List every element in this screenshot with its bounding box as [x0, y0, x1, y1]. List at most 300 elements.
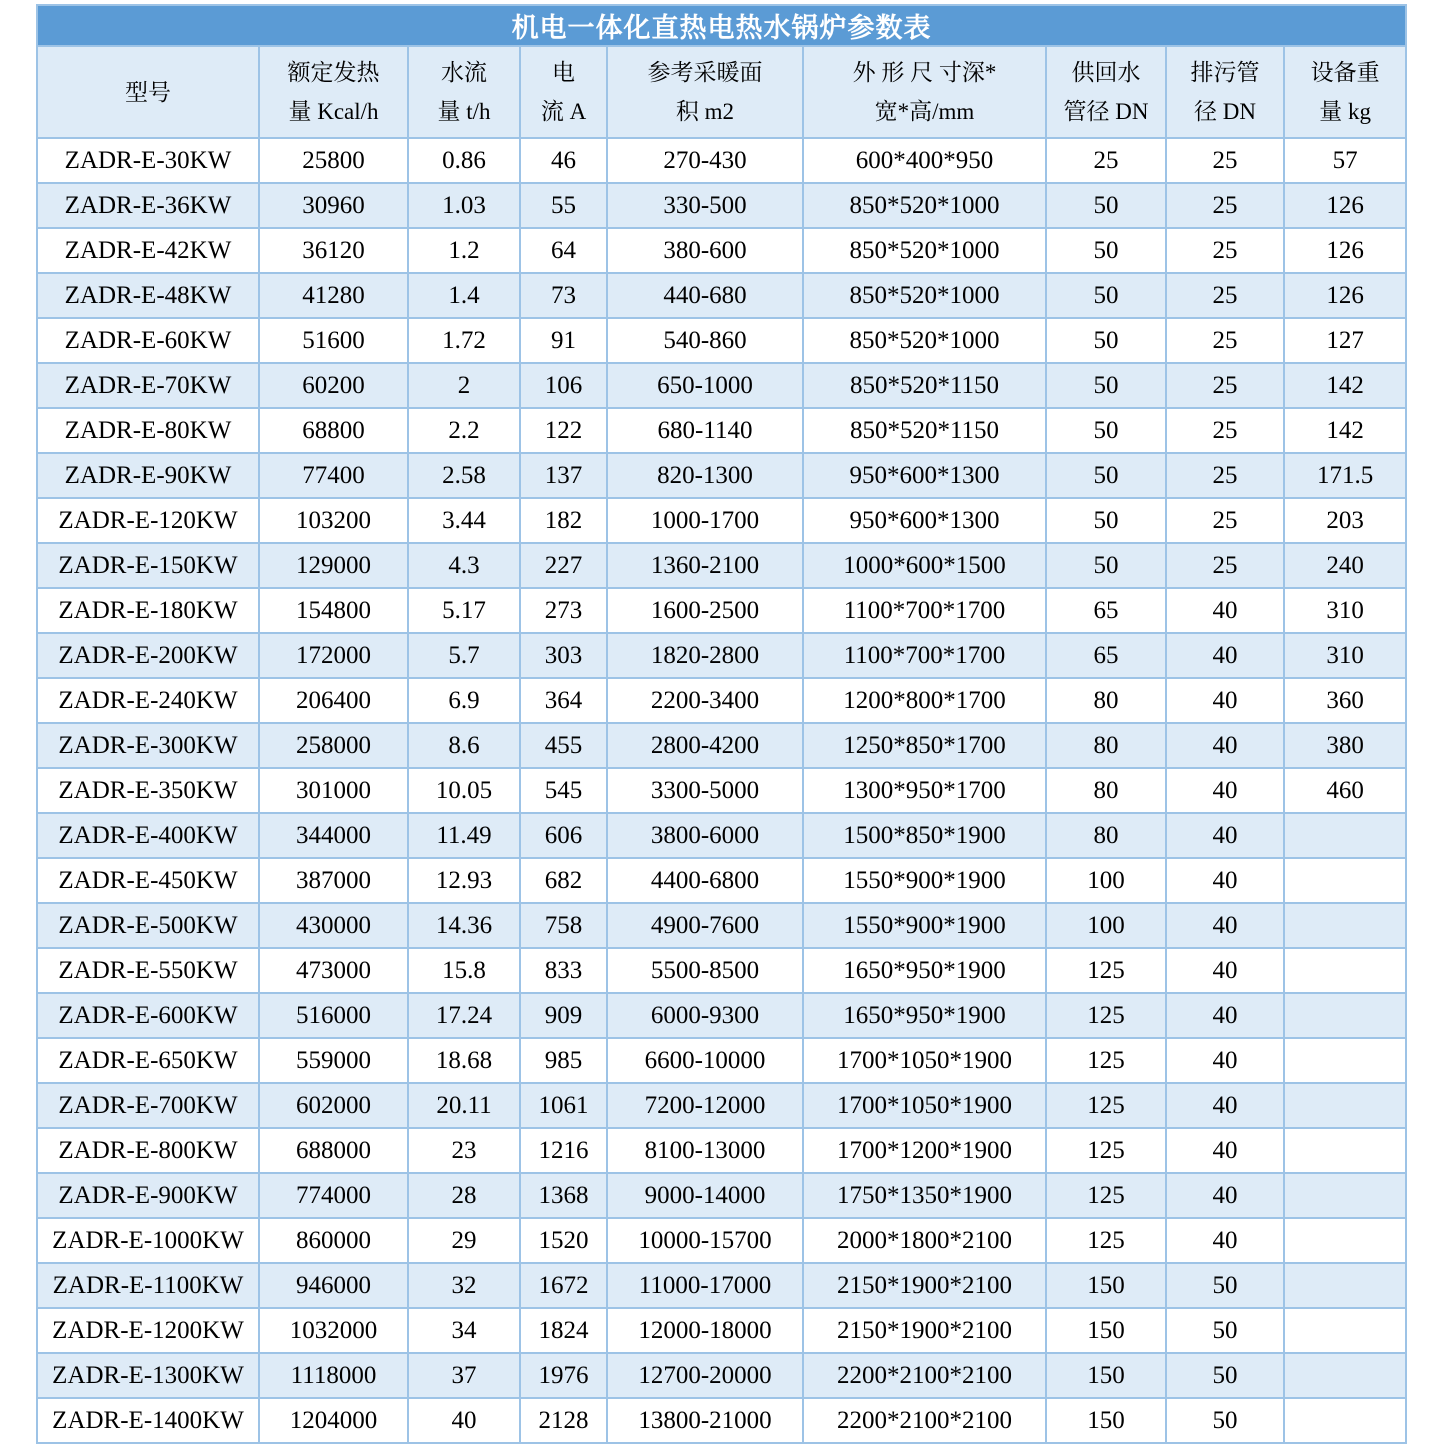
table-cell: 50	[1046, 318, 1166, 363]
table-cell: 240	[1284, 543, 1406, 588]
table-cell: 600*400*950	[803, 138, 1046, 183]
table-cell: 258000	[259, 723, 408, 768]
table-cell	[1284, 1263, 1406, 1308]
table-cell: 3800-6000	[607, 813, 803, 858]
table-cell: 3.44	[408, 498, 520, 543]
table-cell: 985	[520, 1038, 607, 1083]
table-cell: 820-1300	[607, 453, 803, 498]
table-cell	[1284, 1173, 1406, 1218]
table-cell	[1284, 1038, 1406, 1083]
col-header-label: 参考采暖面	[647, 60, 763, 85]
table-cell: 1650*950*1900	[803, 993, 1046, 1038]
table-cell: 950*600*1300	[803, 498, 1046, 543]
table-row	[37, 543, 1406, 588]
table-cell: 60200	[259, 363, 408, 408]
table-cell: 125	[1046, 1218, 1166, 1263]
col-header-label: 电	[552, 60, 575, 85]
table-cell: 50	[1046, 498, 1166, 543]
table-row	[37, 768, 1406, 813]
table-cell: 122	[520, 408, 607, 453]
table-cell: 2128	[520, 1398, 607, 1443]
table-cell: 2000*1800*2100	[803, 1218, 1046, 1263]
boiler-parameter-table	[36, 4, 1407, 1444]
table-cell: 125	[1046, 993, 1166, 1038]
table-cell: 1700*1050*1900	[803, 1083, 1046, 1128]
table-cell: 12.93	[408, 858, 520, 903]
table-cell: 6600-10000	[607, 1038, 803, 1083]
table-cell	[1284, 1308, 1406, 1353]
table-row	[37, 948, 1406, 993]
table-cell: 129000	[259, 543, 408, 588]
table-cell: 40	[1166, 768, 1284, 813]
table-cell: 850*520*1150	[803, 408, 1046, 453]
table-row	[37, 723, 1406, 768]
table-cell: 1368	[520, 1173, 607, 1218]
table-cell: 1650*950*1900	[803, 948, 1046, 993]
table-cell: 18.68	[408, 1038, 520, 1083]
table-cell: 103200	[259, 498, 408, 543]
table-cell: 206400	[259, 678, 408, 723]
table-cell: 1824	[520, 1308, 607, 1353]
table-cell: 125	[1046, 1128, 1166, 1173]
table-cell: 50	[1046, 273, 1166, 318]
table-cell: 1672	[520, 1263, 607, 1308]
table-row	[37, 858, 1406, 903]
table-cell: 50	[1046, 408, 1166, 453]
table-cell: 3300-5000	[607, 768, 803, 813]
table-cell: 25	[1166, 408, 1284, 453]
table-cell: ZADR-E-900KW	[37, 1173, 259, 1218]
table-cell: 150	[1046, 1308, 1166, 1353]
table-body	[37, 138, 1406, 1443]
table-cell: 310	[1284, 633, 1406, 678]
col-header-supply-return-pipe-dn	[1046, 46, 1166, 138]
table-cell: ZADR-E-1300KW	[37, 1353, 259, 1398]
table-cell: 40	[1166, 948, 1284, 993]
table-title: 机电一体化直热电热水锅炉参数表	[37, 5, 1406, 46]
table-cell: 46	[520, 138, 607, 183]
table-cell: 545	[520, 768, 607, 813]
table-cell: ZADR-E-80KW	[37, 408, 259, 453]
table-cell: 10.05	[408, 768, 520, 813]
table-cell: 150	[1046, 1398, 1166, 1443]
table-row	[37, 903, 1406, 948]
table-cell: 1100*700*1700	[803, 588, 1046, 633]
table-cell: ZADR-E-700KW	[37, 1083, 259, 1128]
table-cell: ZADR-E-600KW	[37, 993, 259, 1038]
col-header-model	[37, 46, 259, 138]
table-cell: 9000-14000	[607, 1173, 803, 1218]
table-row	[37, 1308, 1406, 1353]
table-cell: 50	[1046, 183, 1166, 228]
table-cell: 1032000	[259, 1308, 408, 1353]
table-cell: 55	[520, 183, 607, 228]
table-cell: 106	[520, 363, 607, 408]
table-cell: 25800	[259, 138, 408, 183]
table-cell: 1976	[520, 1353, 607, 1398]
table-cell: 559000	[259, 1038, 408, 1083]
table-cell: ZADR-E-200KW	[37, 633, 259, 678]
table-cell	[1284, 903, 1406, 948]
table-cell: 6.9	[408, 678, 520, 723]
table-cell: 77400	[259, 453, 408, 498]
col-header-label: 供回水	[1071, 60, 1141, 85]
col-header-label: 额定发热	[287, 60, 380, 85]
col-header-label: 外 形 尺 寸深*	[852, 60, 997, 85]
table-cell: 1500*850*1900	[803, 813, 1046, 858]
table-cell: ZADR-E-400KW	[37, 813, 259, 858]
table-cell: 1204000	[259, 1398, 408, 1443]
table-cell: 8100-13000	[607, 1128, 803, 1173]
col-header-label: 量 t/h	[437, 99, 491, 124]
table-cell: 40	[1166, 588, 1284, 633]
table-cell: ZADR-E-30KW	[37, 138, 259, 183]
table-cell: 850*520*1000	[803, 183, 1046, 228]
table-cell: 1820-2800	[607, 633, 803, 678]
table-cell: 25	[1166, 363, 1284, 408]
table-row	[37, 1263, 1406, 1308]
col-header-dimensions	[803, 46, 1046, 138]
table-cell: 540-860	[607, 318, 803, 363]
table-cell: 80	[1046, 813, 1166, 858]
table-cell: 171.5	[1284, 453, 1406, 498]
table-cell: 51600	[259, 318, 408, 363]
table-cell: 40	[1166, 1038, 1284, 1083]
table-cell: ZADR-E-1100KW	[37, 1263, 259, 1308]
table-cell: 909	[520, 993, 607, 1038]
table-row	[37, 228, 1406, 273]
table-cell: 50	[1166, 1398, 1284, 1443]
table-cell: 1.4	[408, 273, 520, 318]
col-header-equipment-weight	[1284, 46, 1406, 138]
table-cell: 0.86	[408, 138, 520, 183]
col-header-label: 积 m2	[675, 99, 735, 124]
table-cell: 5500-8500	[607, 948, 803, 993]
table-cell: 10000-15700	[607, 1218, 803, 1263]
table-cell: 1360-2100	[607, 543, 803, 588]
table-cell: 2.2	[408, 408, 520, 453]
table-cell: 137	[520, 453, 607, 498]
table-cell: 50	[1046, 543, 1166, 588]
table-cell: 100	[1046, 858, 1166, 903]
table-cell: 40	[1166, 858, 1284, 903]
table-cell: 850*520*1000	[803, 273, 1046, 318]
table-row	[37, 1038, 1406, 1083]
table-cell: 25	[1166, 228, 1284, 273]
table-cell: 17.24	[408, 993, 520, 1038]
table-cell	[1284, 1083, 1406, 1128]
table-cell: 20.11	[408, 1083, 520, 1128]
table-cell: 1700*1050*1900	[803, 1038, 1046, 1083]
table-cell: 41280	[259, 273, 408, 318]
table-cell: 2200*2100*2100	[803, 1398, 1046, 1443]
table-cell: 1216	[520, 1128, 607, 1173]
table-cell	[1284, 1218, 1406, 1263]
table-row	[37, 1173, 1406, 1218]
table-cell: 688000	[259, 1128, 408, 1173]
col-header-label: 流 A	[540, 99, 587, 124]
table-cell: 2200-3400	[607, 678, 803, 723]
table-cell: 80	[1046, 768, 1166, 813]
table-cell: ZADR-E-36KW	[37, 183, 259, 228]
col-header-drain-pipe-dn	[1166, 46, 1284, 138]
table-row	[37, 588, 1406, 633]
table-cell: 7200-12000	[607, 1083, 803, 1128]
table-cell: 40	[1166, 993, 1284, 1038]
table-cell: ZADR-E-48KW	[37, 273, 259, 318]
table-cell: 32	[408, 1263, 520, 1308]
table-cell: 1.03	[408, 183, 520, 228]
table-cell: ZADR-E-90KW	[37, 453, 259, 498]
table-cell: ZADR-E-120KW	[37, 498, 259, 543]
table-cell: 80	[1046, 723, 1166, 768]
col-header-label: 量 Kcal/h	[288, 99, 379, 124]
table-cell: 1550*900*1900	[803, 903, 1046, 948]
table-cell: 30960	[259, 183, 408, 228]
col-header-label: 排污管	[1190, 60, 1260, 85]
table-cell: 682	[520, 858, 607, 903]
table-row	[37, 993, 1406, 1038]
table-cell: ZADR-E-300KW	[37, 723, 259, 768]
table-cell: 100	[1046, 903, 1166, 948]
table-cell: 13800-21000	[607, 1398, 803, 1443]
table-cell: 850*520*1000	[803, 318, 1046, 363]
table-cell: 680-1140	[607, 408, 803, 453]
table-cell: 2150*1900*2100	[803, 1263, 1046, 1308]
table-cell: 440-680	[607, 273, 803, 318]
table-row	[37, 633, 1406, 678]
table-cell: 2800-4200	[607, 723, 803, 768]
table-cell: 125	[1046, 948, 1166, 993]
table-cell: 11.49	[408, 813, 520, 858]
table-cell: 4900-7600	[607, 903, 803, 948]
table-cell: 850*520*1000	[803, 228, 1046, 273]
table-cell: 50	[1166, 1353, 1284, 1398]
table-cell: 301000	[259, 768, 408, 813]
table-cell: 5.7	[408, 633, 520, 678]
table-cell: 516000	[259, 993, 408, 1038]
table-cell: 80	[1046, 678, 1166, 723]
table-cell: 65	[1046, 588, 1166, 633]
table-cell: 1550*900*1900	[803, 858, 1046, 903]
table-cell: 850*520*1150	[803, 363, 1046, 408]
table-cell: 460	[1284, 768, 1406, 813]
table-row	[37, 1398, 1406, 1443]
table-row	[37, 408, 1406, 453]
table-cell: 150	[1046, 1353, 1166, 1398]
table-cell: 2200*2100*2100	[803, 1353, 1046, 1398]
table-cell: 606	[520, 813, 607, 858]
table-cell: 142	[1284, 363, 1406, 408]
table-cell: 380-600	[607, 228, 803, 273]
table-cell	[1284, 1398, 1406, 1443]
col-header-label: 量 kg	[1319, 99, 1371, 124]
table-cell: ZADR-E-240KW	[37, 678, 259, 723]
table-cell: ZADR-E-150KW	[37, 543, 259, 588]
table-cell: 25	[1046, 138, 1166, 183]
table-cell: 1700*1200*1900	[803, 1128, 1046, 1173]
table-row	[37, 1353, 1406, 1398]
col-header-label: 管径 DN	[1063, 99, 1149, 124]
table-cell: ZADR-E-450KW	[37, 858, 259, 903]
table-cell: 4400-6800	[607, 858, 803, 903]
table-cell: 37	[408, 1353, 520, 1398]
table-row	[37, 813, 1406, 858]
table-cell: 833	[520, 948, 607, 993]
table-cell: 473000	[259, 948, 408, 993]
table-cell: 11000-17000	[607, 1263, 803, 1308]
table-cell: 154800	[259, 588, 408, 633]
col-header-heating-area	[607, 46, 803, 138]
table-cell: ZADR-E-42KW	[37, 228, 259, 273]
table-cell: 25	[1166, 138, 1284, 183]
table-row	[37, 318, 1406, 363]
table-cell: 203	[1284, 498, 1406, 543]
table-cell	[1284, 993, 1406, 1038]
table-cell: 380	[1284, 723, 1406, 768]
table-cell: 14.36	[408, 903, 520, 948]
table-cell: 40	[1166, 678, 1284, 723]
table-cell: 40	[1166, 1218, 1284, 1263]
table-row	[37, 1083, 1406, 1128]
table-cell: 12700-20000	[607, 1353, 803, 1398]
table-cell: ZADR-E-500KW	[37, 903, 259, 948]
table-cell	[1284, 948, 1406, 993]
table-row	[37, 273, 1406, 318]
table-cell: 303	[520, 633, 607, 678]
table-cell: 227	[520, 543, 607, 588]
table-cell: 50	[1046, 453, 1166, 498]
table-cell: 25	[1166, 498, 1284, 543]
table-cell: 73	[520, 273, 607, 318]
table-cell: ZADR-E-1000KW	[37, 1218, 259, 1263]
table-cell	[1284, 813, 1406, 858]
table-cell: 455	[520, 723, 607, 768]
col-header-rated-heat-output	[259, 46, 408, 138]
table-row	[37, 138, 1406, 183]
col-header-water-flow	[408, 46, 520, 138]
table-cell: 946000	[259, 1263, 408, 1308]
table-cell: 1600-2500	[607, 588, 803, 633]
col-header-label: 型号	[125, 79, 171, 105]
table-cell: 29	[408, 1218, 520, 1263]
table-cell: 1100*700*1700	[803, 633, 1046, 678]
table-cell: 50	[1166, 1263, 1284, 1308]
table-cell: 270-430	[607, 138, 803, 183]
table-cell: 125	[1046, 1173, 1166, 1218]
table-cell: 6000-9300	[607, 993, 803, 1038]
table-cell: 125	[1046, 1083, 1166, 1128]
table-cell: 430000	[259, 903, 408, 948]
table-cell: 126	[1284, 273, 1406, 318]
table-cell: ZADR-E-800KW	[37, 1128, 259, 1173]
table-cell: 142	[1284, 408, 1406, 453]
table-cell: 50	[1046, 363, 1166, 408]
col-header-label: 水流	[441, 60, 487, 85]
table-cell: 57	[1284, 138, 1406, 183]
table-row	[37, 363, 1406, 408]
table-cell: 5.17	[408, 588, 520, 633]
table-cell: 1000-1700	[607, 498, 803, 543]
title-row	[37, 5, 1406, 46]
table-cell: 23	[408, 1128, 520, 1173]
table-cell: 25	[1166, 453, 1284, 498]
table-cell: 40	[1166, 1128, 1284, 1173]
table-cell: 28	[408, 1173, 520, 1218]
table-cell: 25	[1166, 318, 1284, 363]
table-cell: 1520	[520, 1218, 607, 1263]
table-cell: 126	[1284, 228, 1406, 273]
table-cell: 330-500	[607, 183, 803, 228]
table-cell: 310	[1284, 588, 1406, 633]
table-row	[37, 678, 1406, 723]
table-cell: 2.58	[408, 453, 520, 498]
table-cell: 1.72	[408, 318, 520, 363]
table-cell: ZADR-E-60KW	[37, 318, 259, 363]
table-cell: 40	[1166, 1083, 1284, 1128]
table-cell: 91	[520, 318, 607, 363]
table-cell: 1250*850*1700	[803, 723, 1046, 768]
table-cell: 68800	[259, 408, 408, 453]
table-cell: 1061	[520, 1083, 607, 1128]
table-cell: 774000	[259, 1173, 408, 1218]
table-cell: 25	[1166, 183, 1284, 228]
table-row	[37, 498, 1406, 543]
table-cell: 602000	[259, 1083, 408, 1128]
table-cell: ZADR-E-1200KW	[37, 1308, 259, 1353]
table-cell: 12000-18000	[607, 1308, 803, 1353]
table-cell: 860000	[259, 1218, 408, 1263]
table-cell: 2150*1900*2100	[803, 1308, 1046, 1353]
table-cell: 34	[408, 1308, 520, 1353]
table-cell: 127	[1284, 318, 1406, 363]
table-cell: 360	[1284, 678, 1406, 723]
table-cell: 1000*600*1500	[803, 543, 1046, 588]
table-cell: 1200*800*1700	[803, 678, 1046, 723]
table-cell: 150	[1046, 1263, 1166, 1308]
table-cell: ZADR-E-180KW	[37, 588, 259, 633]
table-cell: ZADR-E-70KW	[37, 363, 259, 408]
table-cell: 172000	[259, 633, 408, 678]
table-cell	[1284, 1353, 1406, 1398]
table-cell: 125	[1046, 1038, 1166, 1083]
table-cell: ZADR-E-550KW	[37, 948, 259, 993]
table-cell: 40	[1166, 1173, 1284, 1218]
table-cell: 40	[408, 1398, 520, 1443]
table-cell: 1750*1350*1900	[803, 1173, 1046, 1218]
table-cell: 64	[520, 228, 607, 273]
table-cell: 25	[1166, 273, 1284, 318]
table-cell: 758	[520, 903, 607, 948]
table-cell: ZADR-E-1400KW	[37, 1398, 259, 1443]
table-cell: 650-1000	[607, 363, 803, 408]
table-cell	[1284, 1128, 1406, 1173]
header-row	[37, 46, 1406, 138]
table-cell: 50	[1166, 1308, 1284, 1353]
table-cell: 4.3	[408, 543, 520, 588]
table-cell: 50	[1046, 228, 1166, 273]
table-cell: 364	[520, 678, 607, 723]
table-row	[37, 1218, 1406, 1263]
table-cell: 1300*950*1700	[803, 768, 1046, 813]
table-row	[37, 183, 1406, 228]
table-cell: 65	[1046, 633, 1166, 678]
table-cell: 36120	[259, 228, 408, 273]
col-header-label: 设备重	[1310, 60, 1380, 85]
col-header-current	[520, 46, 607, 138]
table-cell: 1118000	[259, 1353, 408, 1398]
table-cell: 126	[1284, 183, 1406, 228]
